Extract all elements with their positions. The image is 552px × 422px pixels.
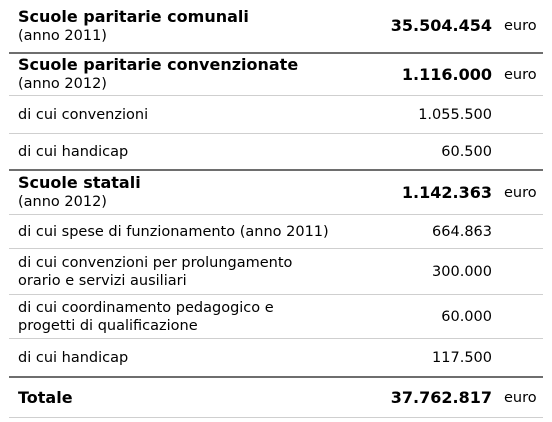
row-value: 60.000	[441, 308, 492, 325]
table-row-funzionamento	[9, 215, 543, 249]
table-row-paritarie-convenzionate	[9, 54, 543, 96]
row-label	[9, 8, 367, 45]
row-label: di cui spese di funzionamento (anno 2011)	[18, 223, 329, 240]
row-value: 664.863	[432, 223, 492, 240]
table-row-handicap-statali	[9, 339, 543, 378]
table-row-totale	[9, 378, 543, 418]
row-value: 117.500	[432, 349, 492, 366]
row-label	[9, 174, 367, 211]
table-row-handicap-paritarie	[9, 134, 543, 171]
row-title: Scuole paritarie comunali	[18, 6, 249, 26]
row-subtitle: (anno 2011)	[18, 27, 107, 44]
row-value: 1.055.500	[418, 106, 492, 123]
table-row-prolungamento	[9, 249, 543, 295]
row-title: Scuole paritarie convenzionate	[18, 55, 299, 74]
row-unit: euro	[504, 184, 537, 201]
row-label: di cui handicap	[18, 143, 129, 160]
funding-table	[9, 0, 543, 418]
row-value: 60.500	[441, 143, 492, 160]
row-value: 35.504.454	[390, 16, 492, 35]
table-row-paritarie-comunali	[9, 0, 543, 54]
row-value: 37.762.817	[390, 387, 492, 407]
row-value: 300.000	[432, 263, 492, 280]
row-title: Totale	[18, 387, 73, 407]
table-row-convenzioni	[9, 96, 543, 134]
row-value: 1.142.363	[401, 182, 492, 202]
row-label: di cui coordinamento pedagogico e progetti di qualificazione	[18, 299, 274, 334]
row-label: di cui convenzioni	[18, 106, 149, 123]
table-row-statali	[9, 171, 543, 215]
row-unit: euro	[504, 66, 537, 83]
row-unit: euro	[504, 18, 537, 34]
row-subtitle: (anno 2012)	[18, 76, 107, 92]
row-subtitle: (anno 2012)	[18, 194, 107, 210]
row-title: Scuole statali	[18, 173, 141, 192]
table-row-coordinamento	[9, 295, 543, 339]
row-unit: euro	[504, 389, 537, 406]
row-label: di cui convenzioni per prolungamento orario e servizi ausiliari	[18, 254, 293, 289]
row-value: 1.116.000	[401, 64, 492, 84]
row-label	[9, 56, 367, 93]
row-label: di cui handicap	[18, 349, 129, 366]
